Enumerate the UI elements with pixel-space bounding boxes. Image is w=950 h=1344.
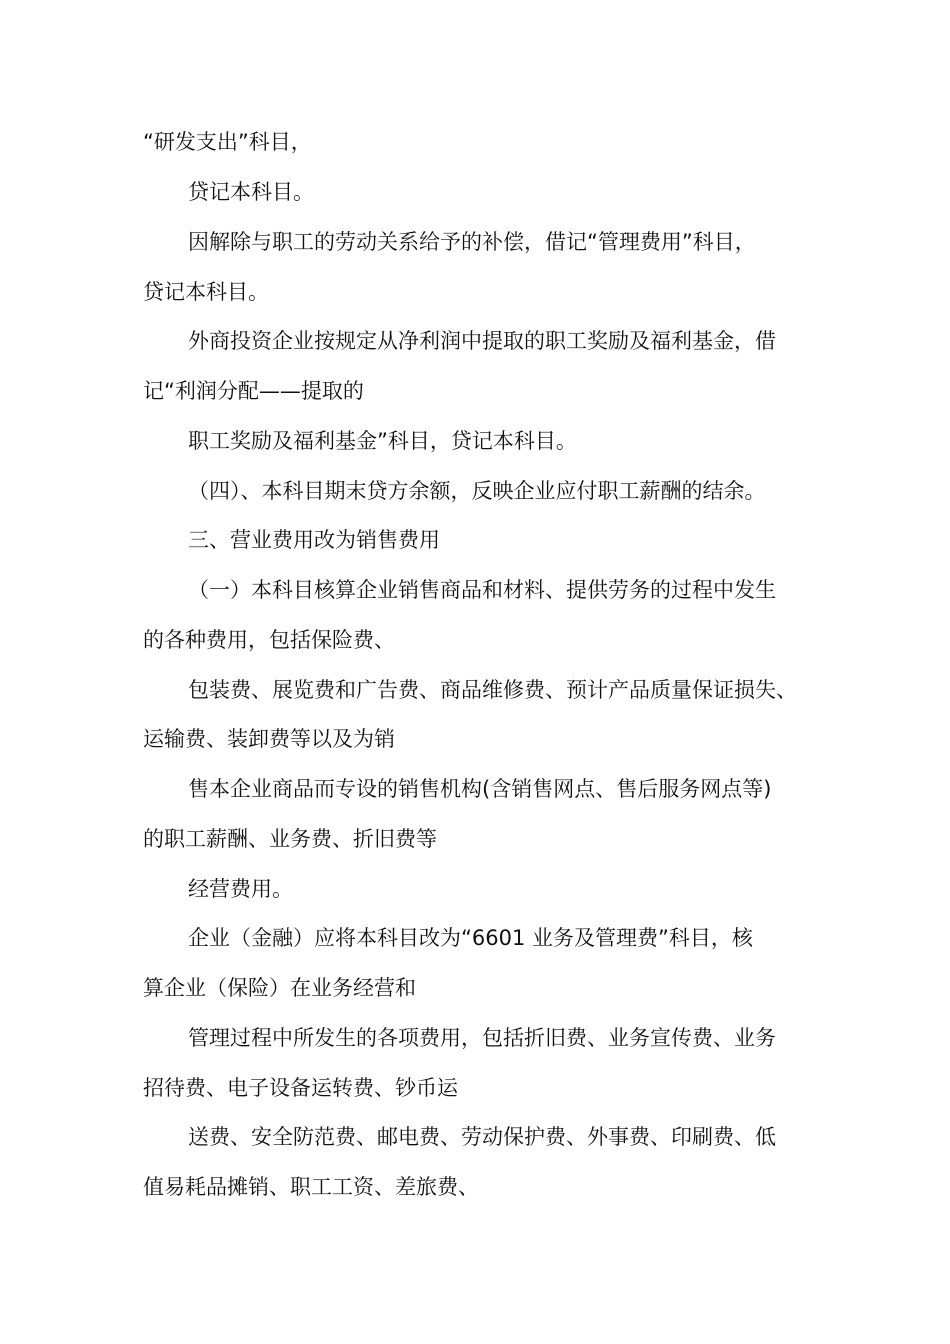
text-line: 售本企业商品而专设的销售机构(含销售网点、售后服务网点等) [188, 777, 772, 801]
text-line: 的各种费用，包括保险费、 [143, 628, 395, 652]
text-line: （四）、本科目期末贷方余额，反映企业应付职工薪酬的结余。 [188, 479, 766, 503]
text-line: 经营费用。 [188, 877, 293, 901]
text-line: 职工奖励及福利基金”科目，贷记本科目。 [188, 429, 577, 453]
text-line: （一）本科目核算企业销售商品和材料、提供劳务的过程中发生 [188, 578, 776, 602]
text-line: 因解除与职工的劳动关系给予的补偿，借记“管理费用”科目， [188, 230, 756, 254]
text-line: 企业（金融）应将本科目改为“6601 业务及管理费”科目，核 [188, 926, 753, 950]
text-line: 招待费、电子设备运转费、钞币运 [143, 1076, 458, 1100]
text-line: 记“利润分配——提取的 [143, 379, 364, 403]
text-line: 贷记本科目。 [188, 180, 314, 204]
text-line: 算企业（保险）在业务经营和 [143, 976, 416, 1000]
text-line: 值易耗品摊销、职工工资、差旅费、 [143, 1175, 479, 1199]
text-line: 三、营业费用改为销售费用 [188, 528, 440, 552]
text-line: 运输费、装卸费等以及为销 [143, 727, 395, 751]
text-line: 包装费、展览费和广告费、商品维修费、预计产品质量保证损失、 [188, 678, 797, 702]
text-line: 管理过程中所发生的各项费用，包括折旧费、业务宣传费、业务 [188, 1026, 776, 1050]
text-line: 外商投资企业按规定从净利润中提取的职工奖励及福利基金，借 [188, 329, 776, 353]
text-line: 送费、安全防范费、邮电费、劳动保护费、外事费、印刷费、低 [188, 1125, 776, 1149]
text-line: 贷记本科目。 [143, 280, 269, 304]
text-line: 的职工薪酬、业务费、折旧费等 [143, 827, 437, 851]
text-line: “研发支出”科目， [143, 130, 312, 154]
